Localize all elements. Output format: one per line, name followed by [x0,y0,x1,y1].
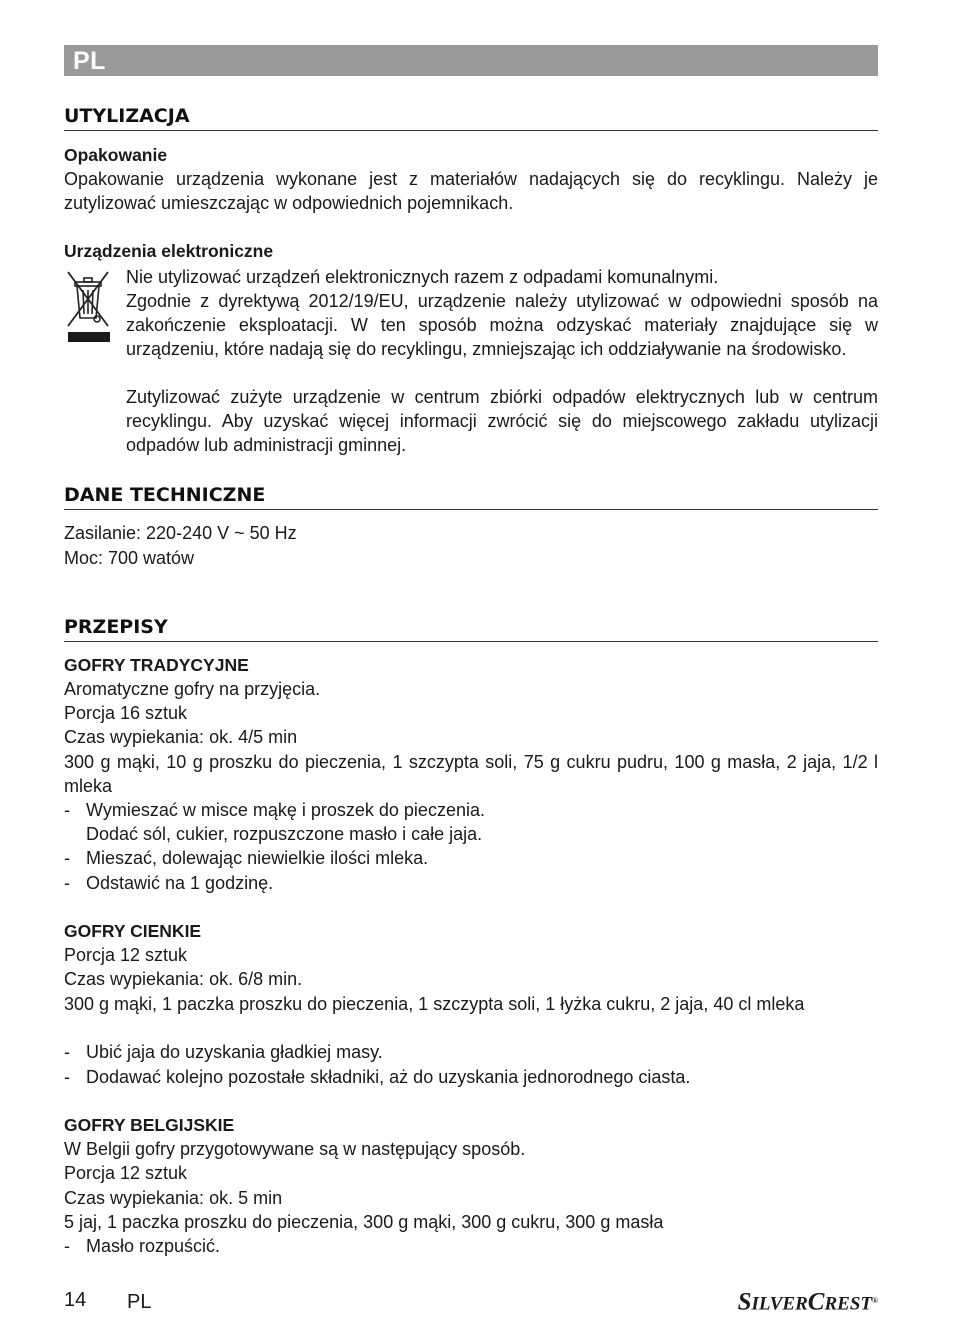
power-spec: Moc: 700 watów [64,548,195,568]
recipe-thin-time: Czas wypiekania: ok. 6/8 min. [64,969,303,989]
electronics-text-1: Nie utylizować urządzeń elektronicznych razem z odpadami komunalnymi. [126,267,719,287]
recipe-traditional-step-3: - Odstawić na 1 godzinę. [64,873,274,893]
section-title-technical: DANE TECHNICZNE [64,483,878,510]
electronics-text-2: Zgodnie z dyrektywą 2012/19/EU, urządzenie należy utylizować w odpowiedni sposób na zakończenie eksploatacji. W ten sposób można odzyskać materiały znajdujące się w urządzeniu, które nadają się do recyklingu, zmniejszając ich oddziaływanie na środowisko. [126,291,878,359]
recipe-belgian-heading: GOFRY BELGIJSKIE [64,1115,235,1135]
recipe-traditional-heading: GOFRY TRADYCYJNE [64,655,249,675]
recipe-traditional-step-2: - Mieszać, dolewając niewielkie ilości mleka. [64,848,429,868]
recipe-thin-step-2: - Dodawać kolejno pozostałe składniki, aż do uzyskania jednorodnego ciasta. [64,1067,691,1087]
power-supply-spec: Zasilanie: 220-240 V ~ 50 Hz [64,523,297,543]
page-number: 14 [64,1289,87,1311]
electronics-heading: Urządzenia elektroniczne [64,241,274,261]
recipe-traditional-desc: Aromatyczne gofry na przyjęcia. [64,679,321,699]
language-tag: PL [73,47,106,75]
recipe-traditional-ingredients: 300 g mąki, 10 g proszku do pieczenia, 1 szczypta soli, 75 g cukru pudru, 100 g masła, 2 jaja, 1/2 l mleka [64,752,878,796]
packaging-text: Opakowanie urządzenia wykonane jest z materiałów nadających się do recyklingu. Należy je zutylizować umieszczając w odpowiednich pojemnikach. [64,169,878,213]
recipe-traditional-time: Czas wypiekania: ok. 4/5 min [64,727,298,747]
recipe-belgian-desc: W Belgii gofry przygotowywane są w następujący sposób. [64,1139,526,1159]
recipe-traditional-portion: Porcja 16 sztuk [64,703,188,723]
recipe-thin-portion: Porcja 12 sztuk [64,945,188,965]
recipe-belgian-ingredients: 5 jaj, 1 paczka proszku do pieczenia, 300 g mąki, 300 g cukru, 300 g masła [64,1212,664,1232]
recipe-traditional-step-1-cont: Dodać sól, cukier, rozpuszczone masło i całe jaja. [86,824,483,844]
crossed-out-wheelie-bin-icon [64,268,112,344]
packaging-heading: Opakowanie [64,145,168,165]
recipe-belgian-portion: Porcja 12 sztuk [64,1163,188,1183]
section-title-disposal: UTYLIZACJA [64,104,878,131]
footer-language: PL [127,1291,152,1313]
section-title-recipes: PRZEPISY [64,615,878,642]
recipe-belgian-step-1: - Masło rozpuścić. [64,1236,221,1256]
recipe-traditional-step-1: - Wymieszać w misce mąkę i proszek do pieczenia. [64,800,485,820]
recipe-thin-heading: GOFRY CIENKIE [64,921,202,941]
silvercrest-logo: SILVERCREST® [737,1288,878,1316]
electronics-text-3: Zutylizować zużyte urządzenie w centrum zbiórki odpadów elektrycznych lub w centrum recyklingu. Aby uzyskać więcej informacji zwrócić się do miejscowego zakładu utylizacji odpadów lub administracji gminnej. [126,387,878,455]
recipe-thin-step-1: - Ubić jaja do uzyskania gładkiej masy. [64,1042,383,1062]
language-header-bar [64,45,878,76]
recipe-thin-ingredients: 300 g mąki, 1 paczka proszku do pieczenia, 1 szczypta soli, 1 łyżka cukru, 2 jaja, 40 cl mleka [64,994,805,1014]
recipe-belgian-time: Czas wypiekania: ok. 5 min [64,1188,283,1208]
